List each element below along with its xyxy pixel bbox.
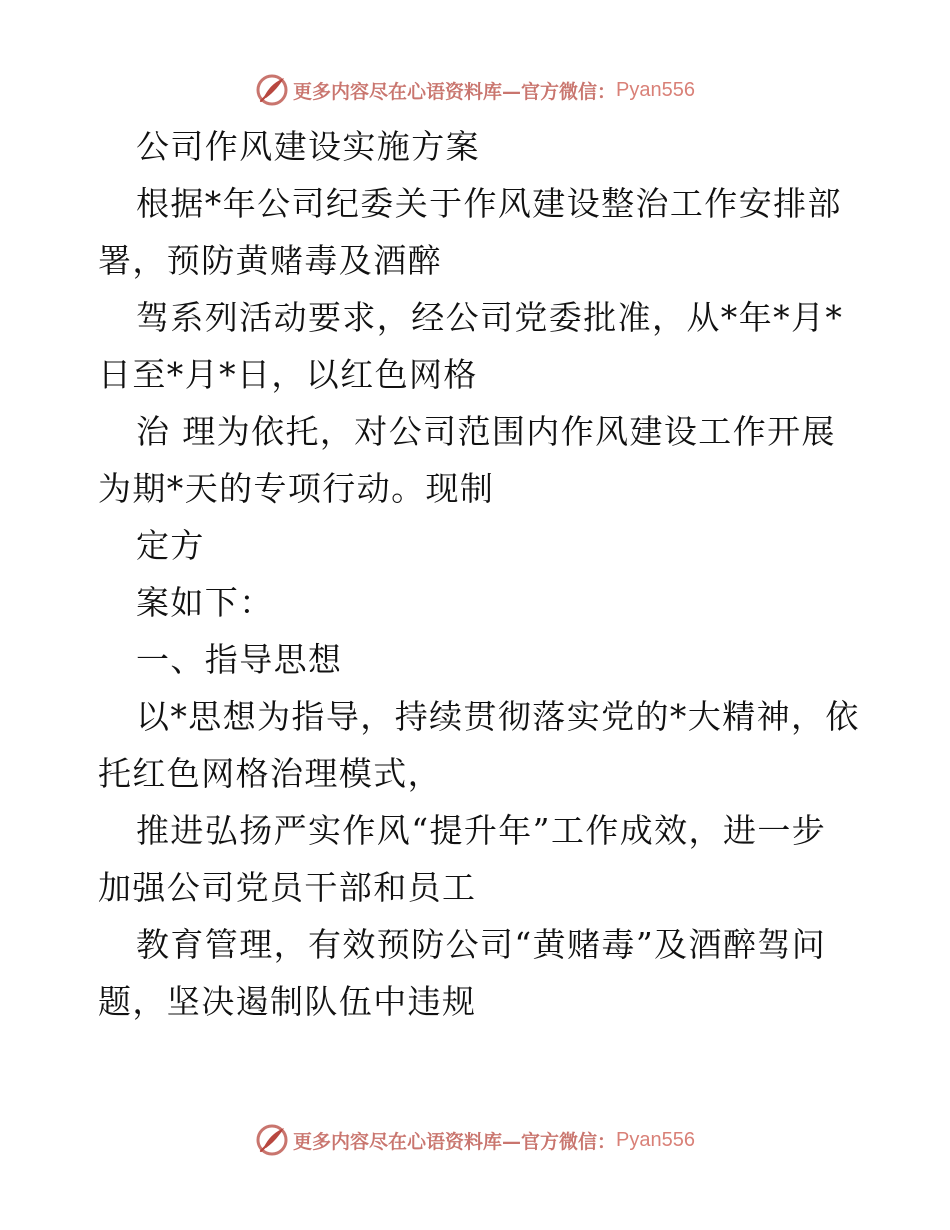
document-line: 署，预防黄赌毒及酒醉 (98, 241, 442, 280)
document-line: 题，坚决遏制队伍中违规 (98, 982, 477, 1021)
document-line: 案如下： (136, 583, 274, 622)
document-line: 托红色网格治理模式， (98, 754, 442, 793)
feather-logo-icon (255, 1123, 289, 1157)
document-line: 教育管理，有效预防公司“黄赌毒”及酒醉驾问 (136, 925, 827, 964)
watermark-banner-bottom (0, 1120, 950, 1160)
document-line: 以*思想为指导，持续贯彻落实党的*大精神，依 (136, 697, 860, 736)
document-line: 日至*月*日，以红色网格 (98, 355, 478, 394)
watermark-text: 更多内容尽在心语资料库—官方微信： (293, 1130, 617, 1153)
document-line: 一、指导思想 (136, 640, 343, 679)
feather-logo-icon (255, 73, 289, 107)
document-line: 根据*年公司纪委关于作风建设整治工作安排部 (136, 184, 842, 223)
document-line: 加强公司党员干部和员工 (98, 868, 477, 907)
watermark-wechat-id: Pyan556 (616, 1128, 695, 1151)
document-line: 驾系列活动要求，经公司党委批准，从*年*月* (136, 298, 844, 337)
watermark-text: 更多内容尽在心语资料库—官方微信： (293, 80, 617, 103)
document-line: 推进弘扬严实作风“提升年”工作成效，进一步 (136, 811, 827, 850)
watermark-wechat-id: Pyan556 (616, 78, 695, 101)
document-body (98, 118, 858, 1030)
document-line: 为期*天的专项行动。现制 (98, 469, 495, 508)
document-line: 治 理为依托，对公司范围内作风建设工作开展 (136, 412, 836, 451)
document-line: 定方 (136, 526, 205, 565)
watermark-banner-top (0, 70, 950, 110)
document-line: 公司作风建设实施方案 (136, 127, 480, 166)
